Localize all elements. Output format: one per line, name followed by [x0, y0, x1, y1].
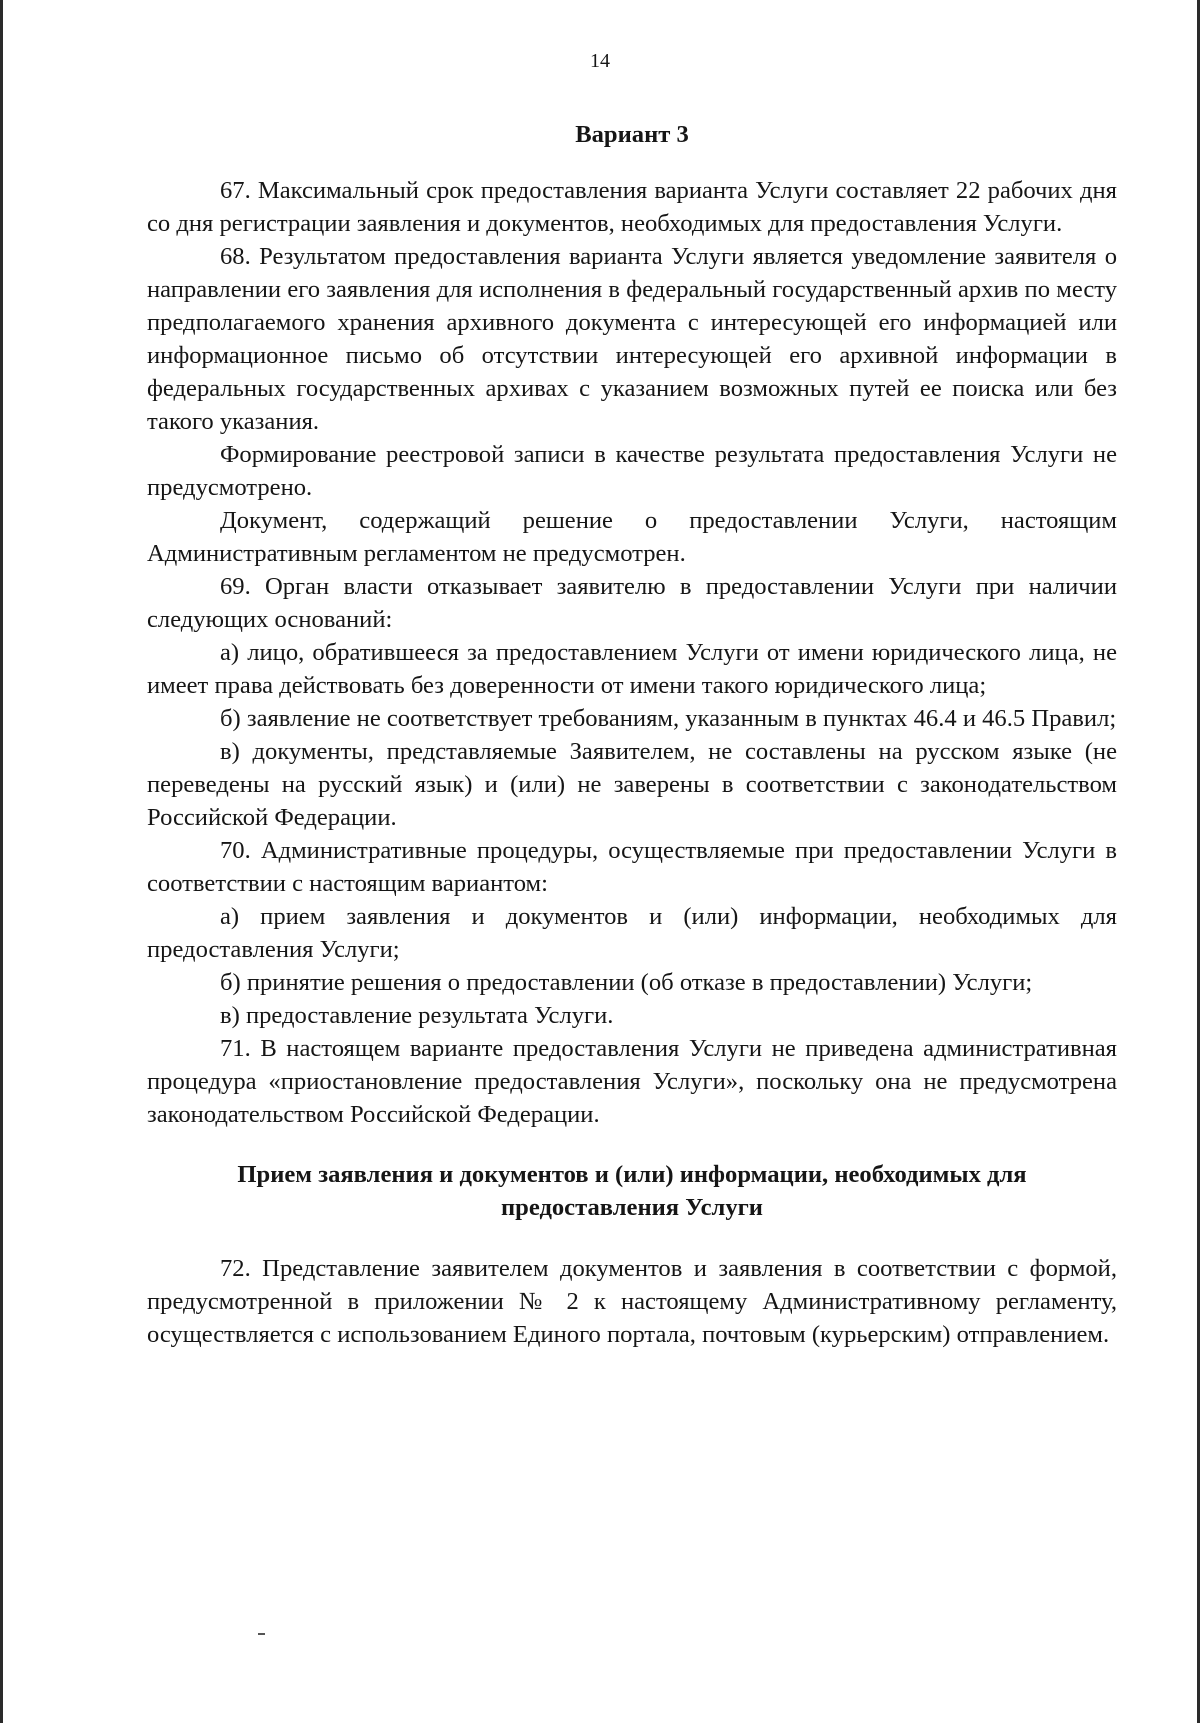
paragraph-70-v: в) предоставление результата Услуги.	[220, 1002, 614, 1029]
paragraph-72: 72. Представление заявителем документов и заявления в соответствии с формой, предусмотренной в приложении № 2 к настоящему Административному регламенту, осуществляется с использованием Единого портала, почтовым (курьерским) отправлением.	[147, 1255, 1117, 1348]
paragraph-decision-document: Документ, содержащий решение о предоставлении Услуги, настоящим Административным регламентом не предусмотрен.	[147, 507, 1117, 567]
scan-edge-left	[0, 0, 3, 1723]
scan-speck	[258, 1633, 265, 1635]
document-body	[147, 118, 1117, 1351]
section-heading	[147, 1158, 1117, 1224]
section-heading-line1: Прием заявления и документов и (или) информации, необходимых для	[237, 1161, 1027, 1188]
paragraph-registry-record: Формирование реестровой записи в качестве результата предоставления Услуги не предусмотрено.	[147, 441, 1117, 501]
paragraph-70: 70. Административные процедуры, осуществляемые при предоставлении Услуги в соответствии с настоящим вариантом:	[147, 837, 1117, 897]
paragraph-71: 71. В настоящем варианте предоставления Услуги не приведена административная процедура «приостановление предоставления Услуги», поскольку она не предусмотрена законодательством Российской Федерации.	[147, 1035, 1117, 1128]
paragraph-69-a: а) лицо, обратившееся за предоставлением Услуги от имени юридического лица, не имеет права действовать без доверенности от имени такого юридического лица;	[147, 639, 1117, 699]
page-number: 14	[590, 50, 610, 72]
paragraph-69-b: б) заявление не соответствует требованиям, указанным в пунктах 46.4 и 46.5 Правил;	[220, 705, 1117, 732]
variant-heading: Вариант 3	[575, 121, 689, 148]
paragraph-68: 68. Результатом предоставления варианта Услуги является уведомление заявителя о направлении его заявления для исполнения в федеральный государственный архив по месту предполагаемого хранения архивного документа с интересующей его информацией или информационное письмо об отсутствии интересующей его архивной информации в федеральных государственных архивах с указанием возможных путей ее поиска или без такого указания.	[147, 243, 1117, 435]
paragraph-67: 67. Максимальный срок предоставления варианта Услуги составляет 22 рабочих дня со дня регистрации заявления и документов, необходимых для предоставления Услуги.	[147, 177, 1117, 237]
paragraph-69-v: в) документы, представляемые Заявителем, не составлены на русском языке (не переведены на русский язык) и (или) не заверены в соответствии с законодательством Российской Федерации.	[147, 738, 1117, 831]
section-heading-line2: предоставления Услуги	[501, 1194, 763, 1221]
paragraph-70-a: а) прием заявления и документов и (или) информации, необходимых для предоставления Услуги;	[147, 903, 1117, 963]
paragraph-70-b: б) принятие решения о предоставлении (об отказе в предоставлении) Услуги;	[220, 969, 1033, 996]
paragraph-69: 69. Орган власти отказывает заявителю в предоставлении Услуги при наличии следующих оснований:	[147, 573, 1117, 633]
